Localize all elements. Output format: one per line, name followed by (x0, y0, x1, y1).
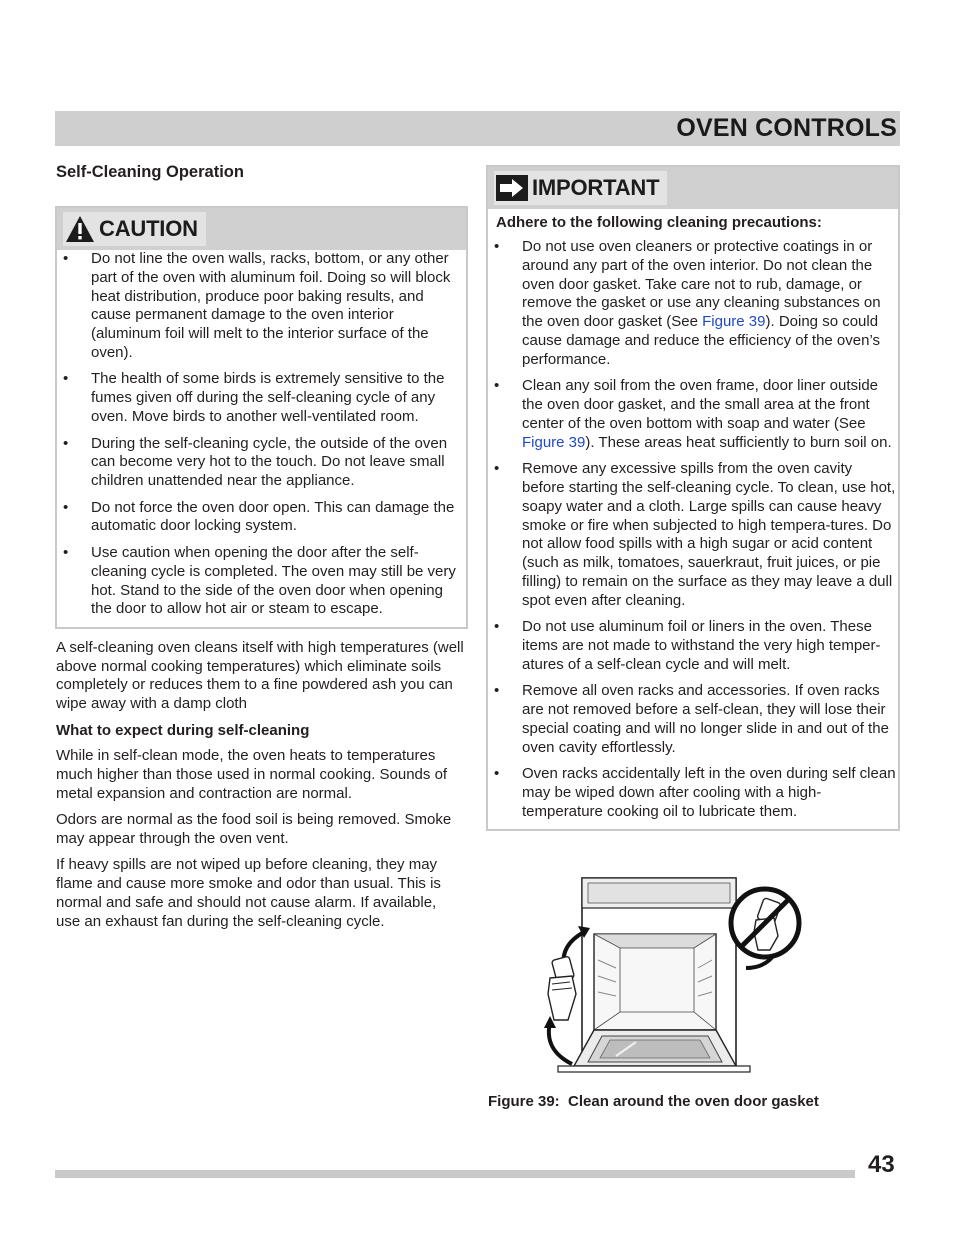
important-item (488, 377, 898, 452)
body-paragraph: If heavy spills are not wiped up before cleaning, they may flame and cause more smoke and odor than usual. This is normal and safe and should not cause alarm. If available, use an exhaust fan during the self-cleaning cycle. (56, 856, 441, 930)
section-title: OVEN CONTROLS (676, 114, 897, 142)
section-header-bar (55, 111, 900, 146)
caution-item: • Do not line the oven walls, racks, bottom, or any other part of the oven with aluminum foil. Doing so will block heat distribution, produce poor baking results, and cause permanent damage to the oven interior (aluminum foil will melt to the interior surface of the oven). (57, 250, 466, 363)
important-item: • Do not use aluminum foil or liners in the oven. These items are not made to withstand the very high temper-atures of a self-clean cycle and will melt. (488, 618, 898, 674)
caution-item: • The health of some birds is extremely sensitive to the fumes given off during the self-cleaning cycle of any oven. Move birds to another well-ventilated room. (57, 370, 466, 426)
footer-bar (55, 1170, 855, 1178)
important-item: • Oven racks accidentally left in the oven during self clean may be wiped down after cooling with a high-temperature cooking oil to lubricate them. (488, 765, 898, 821)
important-item: • Remove any excessive spills from the oven cavity before starting the self-cleaning cycle. To clean, use hot, soapy water and a cloth. Large spills can cause heavy smoke or fire when subjected to high tempera-tures. Do not allow food spills with a high sugar or acid content (such as milk, tomatoes, sauerkraut, fruit juices, or pie filling) to remain on the surface as they may leave a dull spot even after cleaning. (488, 460, 898, 610)
caution-item: • During the self-cleaning cycle, the outside of the oven can become very hot to the touch. Do not leave small children unattended near the appliance. (57, 435, 466, 491)
item-text: ). These areas heat sufficiently to burn soil on. (585, 433, 892, 451)
caution-header (57, 208, 466, 250)
oven-illustration (540, 872, 810, 1082)
important-item (488, 238, 898, 370)
figure-link[interactable]: Figure 39 (522, 433, 586, 451)
prohibited-sign-icon (726, 884, 804, 962)
caution-item: • Use caution when opening the door after the self-cleaning cycle is completed. The oven may still be very hot. Stand to the side of the oven door when opening the door to allow hot air or steam to escape. (57, 544, 466, 619)
body-paragraph: Odors are normal as the food soil is being removed. Smoke may appear through the oven vent. (56, 811, 452, 848)
important-list (488, 238, 898, 822)
important-label: IMPORTANT (532, 175, 660, 200)
important-label-tab (494, 171, 667, 205)
page-number: 43 (868, 1151, 895, 1178)
caution-box (55, 206, 468, 629)
figure-caption: Figure 39: Clean around the oven door gasket (488, 1093, 819, 1110)
item-text: Do not use oven cleaners or protective coatings in or around any part of the oven interior. Do not clean the oven door gasket. Take care not to rub, damage, or remove the gasket or use any cleaning substances on the oven door gasket (See (522, 238, 881, 331)
subheading: What to expect during self-cleaning (56, 722, 310, 740)
important-item: • Remove all oven racks and accessories. If oven racks are not removed before a self-clean, they will lose their special coating and will no longer slide in and out of the oven cavity effortlessly. (488, 682, 898, 757)
warning-triangle-icon (65, 215, 95, 243)
caution-item: • Do not force the oven door open. This can damage the automatic door locking system. (57, 499, 466, 537)
item-text: ). Doing so could cause damage and reduce the efficiency of the oven’s performance. (522, 313, 881, 368)
important-lead: Adhere to the following cleaning precautions: (496, 214, 822, 231)
hand-wiping-icon (542, 954, 586, 1024)
figure-link[interactable]: Figure 39 (702, 313, 766, 331)
caution-label-tab (63, 212, 206, 246)
important-box (486, 165, 900, 831)
section-heading: Self-Cleaning Operation (56, 163, 244, 181)
left-column (55, 160, 468, 939)
caution-list (57, 250, 466, 619)
right-column (486, 165, 900, 831)
arrow-right-icon (496, 175, 528, 201)
intro-paragraph: A self-cleaning oven cleans itself with high temperatures (well above normal cooking temperatures) which eliminate soils completely or reduces them to a fine powdered ash you can wipe away with a damp cloth (56, 638, 464, 713)
important-header (488, 167, 898, 209)
body-paragraph: While in self-clean mode, the oven heats to temperatures much higher than those used in normal cooking. Sounds of metal expansion and contraction are normal. (56, 747, 448, 803)
item-text: Clean any soil from the oven frame, door liner outside the oven door gasket, and the small area at the front center of the oven bottom with soap and water (See (522, 377, 879, 432)
caution-label: CAUTION (99, 216, 198, 241)
